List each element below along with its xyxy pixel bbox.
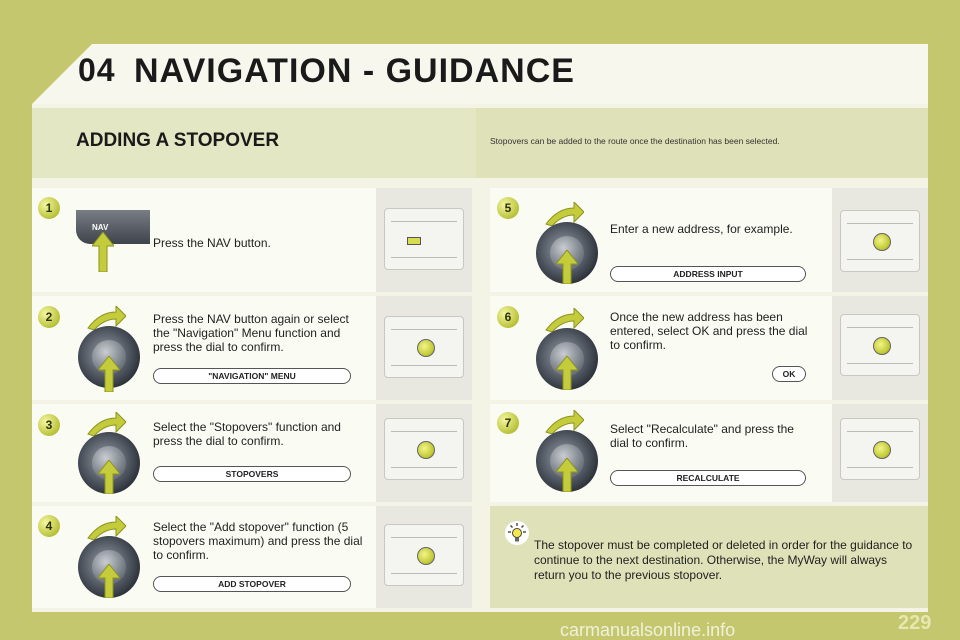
menu-pill-address-input: ADDRESS INPUT: [610, 266, 806, 282]
press-arrow-icon: [556, 356, 578, 390]
dial-highlight: [417, 339, 435, 357]
dial-highlight: [873, 233, 891, 251]
step-text-6: Once the new address has been entered, select OK and press the dial to confirm.: [610, 310, 808, 352]
lightbulb-icon: [504, 520, 530, 546]
menu-pill-recalculate: RECALCULATE: [610, 470, 806, 486]
section-title: ADDING A STOPOVER: [76, 130, 280, 151]
step-number-5: 5: [497, 197, 519, 219]
step-text-4: Select the "Add stopover" function (5 stopovers maximum) and press the dial to confirm.: [153, 520, 363, 562]
intro-text: Stopovers can be added to the route once the destination has been selected.: [490, 136, 780, 146]
step-number-1: 1: [38, 197, 60, 219]
press-arrow-icon: [98, 564, 120, 598]
radio-unit-3: [384, 418, 464, 480]
step-number-7: 7: [497, 412, 519, 434]
tip-text: The stopover must be completed or deleted in order for the guidance to continue to the next destination. Otherwise, the MyWay will always return you to the previous stopover.: [534, 538, 913, 582]
chapter-number: 04: [78, 52, 116, 88]
dial-highlight: [417, 547, 435, 565]
step-number-6: 6: [497, 306, 519, 328]
radio-unit-4: [384, 524, 464, 586]
page-title: NAVIGATION - GUIDANCE: [134, 52, 575, 90]
menu-pill-stopovers: STOPOVERS: [153, 466, 351, 482]
press-arrow-icon: [98, 356, 120, 392]
radio-unit-7: [840, 418, 920, 480]
dial-highlight: [873, 441, 891, 459]
step-text-2: Press the NAV button again or select the "Navigation" Menu function and press the dial to confirm.: [153, 312, 349, 354]
radio-unit-1: [384, 208, 464, 270]
press-arrow-icon: [92, 232, 114, 272]
dial-highlight: [417, 441, 435, 459]
dial-highlight: [873, 337, 891, 355]
radio-unit-5: [840, 210, 920, 272]
nav-label: NAV: [92, 223, 109, 232]
step-text-5: Enter a new address, for example.: [610, 222, 793, 236]
step-number-3: 3: [38, 414, 60, 436]
press-arrow-icon: [98, 460, 120, 494]
radio-unit-2: [384, 316, 464, 378]
page-number: 229: [898, 612, 932, 634]
press-arrow-icon: [556, 250, 578, 284]
step-text-7: Select "Recalculate" and press the dial to confirm.: [610, 422, 794, 450]
menu-pill-add-stopover: ADD STOPOVER: [153, 576, 351, 592]
step-text-3: Select the "Stopovers" function and press the dial to confirm.: [153, 420, 341, 448]
step-text-1: Press the NAV button.: [153, 236, 271, 250]
step-number-4: 4: [38, 515, 60, 537]
ok-pill: OK: [772, 366, 806, 382]
press-arrow-icon: [556, 458, 578, 492]
radio-unit-6: [840, 314, 920, 376]
nav-key-highlight: [407, 237, 421, 245]
step-number-2: 2: [38, 306, 60, 328]
menu-pill-navigation: "NAVIGATION" MENU: [153, 368, 351, 384]
watermark: carmanualsonline.info: [560, 620, 736, 640]
